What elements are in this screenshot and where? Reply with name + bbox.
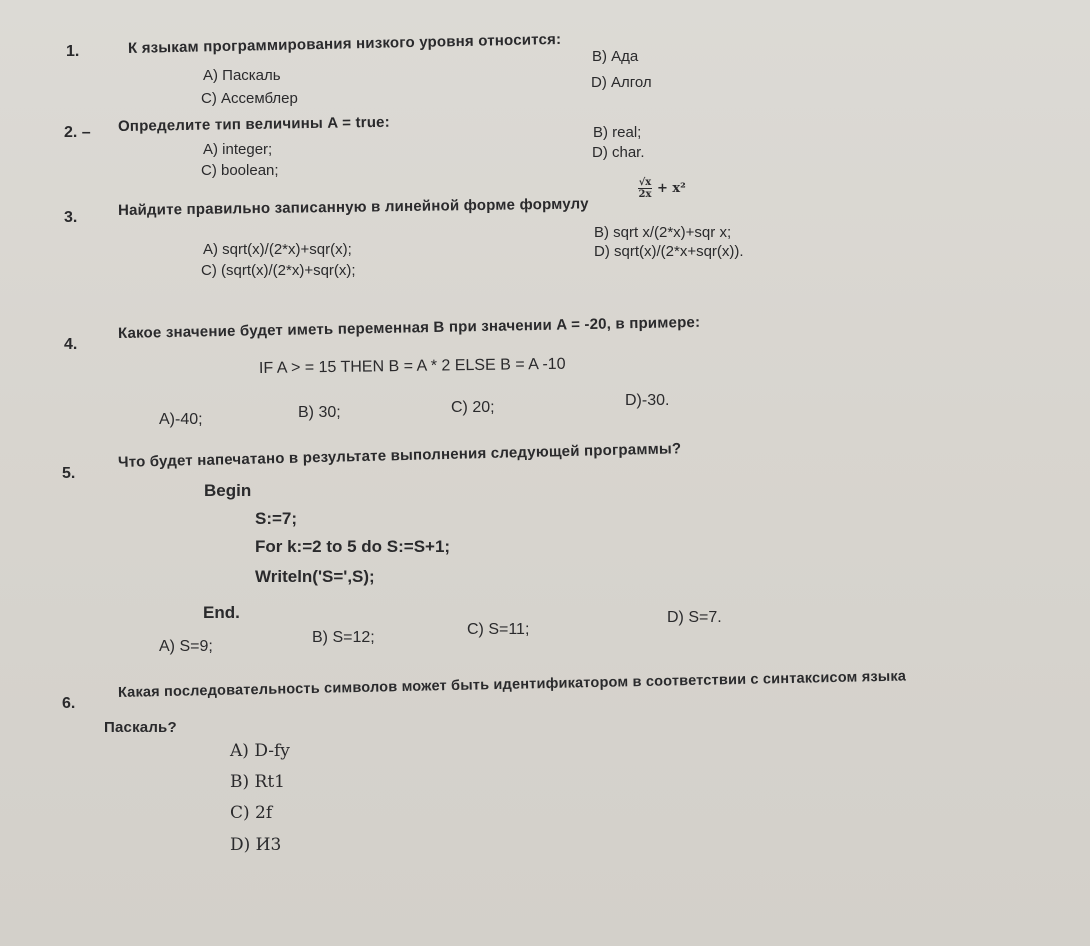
q4-option-d: D)-30. <box>625 392 670 409</box>
q3-formula-denominator: 2x <box>638 189 652 200</box>
q1-text: К языкам программирования низкого уровня относится: <box>127 30 562 57</box>
q5-number: 5. <box>62 465 76 482</box>
q5-code-line-1: Begin <box>204 481 252 500</box>
q4-option-a: A)-40; <box>159 411 203 428</box>
q2-number: 2. – <box>64 124 91 141</box>
q6-number: 6. <box>62 695 76 712</box>
q4-option-c: C) 20; <box>451 399 495 416</box>
q3-formula-tail: + x² <box>657 181 686 196</box>
q3-number: 3. <box>64 209 78 226</box>
q5-option-c: C) S=11; <box>467 621 530 638</box>
q3-option-a: A) sqrt(x)/(2*x)+sqr(x); <box>203 241 352 258</box>
q2-option-d: D) char. <box>592 144 645 161</box>
q6-option-b: B) Rt1 <box>230 772 285 792</box>
q6-text-line-1: Какая последовательность символов может быть идентификатором в соответствии с синтаксисом языка <box>117 668 907 701</box>
q1-number: 1. <box>66 43 80 60</box>
q3-option-c: C) (sqrt(x)/(2*x)+sqr(x); <box>201 262 356 279</box>
q6-option-a: A) D-fy <box>230 741 290 761</box>
q3-option-d: D) sqrt(x)/(2*x+sqr(x)). <box>594 243 744 260</box>
q3-text: Найдите правильно записанную в линейной форме формулу <box>117 195 589 219</box>
q5-option-b: B) S=12; <box>312 629 375 646</box>
q4-text: Какое значение будет иметь переменная B при значении A = -20, в примере: <box>117 313 701 342</box>
q5-code-line-3: For k:=2 to 5 do S:=S+1; <box>255 537 451 556</box>
q2-option-b: B) real; <box>593 124 642 141</box>
q2-text: Определите тип величины A = true: <box>117 113 390 135</box>
q5-code-line-4: Writeln('S=',S); <box>255 567 375 586</box>
q1-option-d: D) Алгол <box>591 74 652 91</box>
q4-number: 4. <box>64 336 78 353</box>
q2-option-a: A) integer; <box>203 141 273 158</box>
q4-code: IF A > = 15 THEN B = A * 2 ELSE B = A -10 <box>258 355 566 377</box>
q4-option-b: B) 30; <box>298 404 341 421</box>
q1-option-a: A) Паскаль <box>203 67 281 84</box>
q3-formula <box>638 177 686 200</box>
q6-option-d: D) И3 <box>230 835 282 855</box>
q5-text: Что будет напечатано в результате выполнения следующей программы? <box>117 440 682 471</box>
q5-code-line-5: End. <box>203 603 240 622</box>
q5-code-line-2: S:=7; <box>255 509 298 528</box>
q1-option-b: B) Ада <box>592 48 639 65</box>
q5-option-a: A) S=9; <box>159 638 213 655</box>
q3-formula-numerator: √x <box>638 177 652 188</box>
q3-option-b: B) sqrt x/(2*x)+sqr x; <box>594 224 732 241</box>
q2-option-c: C) boolean; <box>201 162 279 179</box>
q6-option-c: C) 2f <box>230 803 273 823</box>
q6-text-line-2: Паскаль? <box>104 719 177 736</box>
q1-option-c: C) Ассемблер <box>201 90 298 107</box>
q5-option-d: D) S=7. <box>667 609 722 626</box>
